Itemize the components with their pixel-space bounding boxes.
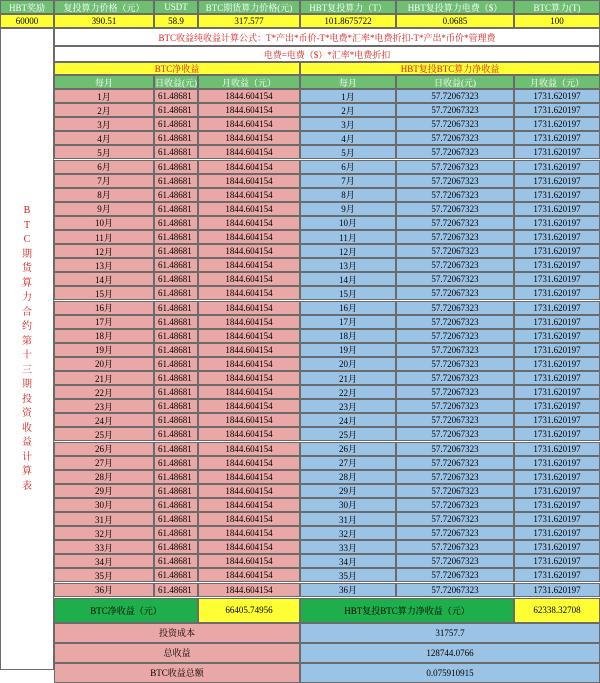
btc-month-cell: 21月 (54, 371, 154, 385)
hbt-month-cell: 19月 (300, 343, 396, 357)
btc-daily-cell: 61.48681 (154, 568, 198, 582)
top-value: 58.9 (154, 14, 198, 28)
btc-month-cell: 30月 (54, 498, 154, 512)
btc-month-cell: 4月 (54, 131, 154, 145)
btc-monthly-cell: 1844.604154 (198, 526, 300, 540)
hbt-month-cell: 32月 (300, 526, 396, 540)
summary-label: 投资成本 (54, 623, 300, 643)
hbt-month-cell: 34月 (300, 554, 396, 568)
hbt-monthly-cell: 1731.620197 (514, 286, 600, 300)
hbt-monthly-cell: 1731.620197 (514, 329, 600, 343)
btc-daily-cell: 61.48681 (154, 357, 198, 371)
side-title-char: 合 (22, 306, 32, 318)
btc-col-monthly: 月收益（元） (198, 75, 300, 89)
side-title-char: 计 (22, 451, 32, 463)
btc-monthly-cell: 1844.604154 (198, 484, 300, 498)
hbt-month-cell: 15月 (300, 286, 396, 300)
btc-month-cell: 6月 (54, 160, 154, 174)
btc-monthly-cell: 1844.604154 (198, 131, 300, 145)
side-title-char: 十 (22, 350, 32, 361)
hbt-monthly-cell: 1731.620197 (514, 343, 600, 357)
hbt-daily-cell: 57.72067323 (396, 540, 514, 554)
hbt-monthly-cell: 1731.620197 (514, 554, 600, 568)
hbt-daily-cell: 57.72067323 (396, 357, 514, 371)
btc-daily-cell: 61.48681 (154, 216, 198, 230)
hbt-month-cell: 35月 (300, 568, 396, 582)
btc-monthly-cell: 1844.604154 (198, 117, 300, 131)
btc-monthly-cell: 1844.604154 (198, 272, 300, 286)
hbt-month-cell: 12月 (300, 244, 396, 258)
side-title-char: 力 (22, 292, 32, 303)
btc-monthly-cell: 1844.604154 (198, 385, 300, 399)
btc-monthly-cell: 1844.604154 (198, 216, 300, 230)
btc-daily-cell: 61.48681 (154, 286, 198, 300)
hbt-monthly-cell: 1731.620197 (514, 357, 600, 371)
hbt-section-title: HBT复投BTC算力净收益 (300, 62, 600, 75)
hbt-month-cell: 14月 (300, 272, 396, 286)
btc-month-cell: 2月 (54, 103, 154, 117)
hbt-month-cell: 20月 (300, 357, 396, 371)
btc-month-cell: 20月 (54, 357, 154, 371)
hbt-monthly-cell: 1731.620197 (514, 484, 600, 498)
btc-month-cell: 11月 (54, 230, 154, 244)
btc-daily-cell: 61.48681 (154, 117, 198, 131)
side-title-char: B (23, 205, 31, 216)
hbt-month-cell: 18月 (300, 329, 396, 343)
btc-month-cell: 15月 (54, 286, 154, 300)
btc-daily-cell: 61.48681 (154, 145, 198, 159)
hbt-daily-cell: 57.72067323 (396, 329, 514, 343)
btc-monthly-cell: 1844.604154 (198, 357, 300, 371)
btc-daily-cell: 61.48681 (154, 230, 198, 244)
btc-monthly-cell: 1844.604154 (198, 583, 300, 597)
hbt-monthly-cell: 1731.620197 (514, 244, 600, 258)
btc-month-cell: 9月 (54, 202, 154, 216)
hbt-monthly-cell: 1731.620197 (514, 427, 600, 441)
btc-monthly-cell: 1844.604154 (198, 442, 300, 456)
btc-daily-cell: 61.48681 (154, 456, 198, 470)
hbt-month-cell: 24月 (300, 413, 396, 427)
hbt-monthly-cell: 1731.620197 (514, 89, 600, 103)
btc-monthly-cell: 1844.604154 (198, 160, 300, 174)
hbt-col-month: 每月 (300, 75, 396, 89)
hbt-month-cell: 16月 (300, 301, 396, 315)
btc-monthly-cell: 1844.604154 (198, 371, 300, 385)
btc-monthly-cell: 1844.604154 (198, 399, 300, 413)
btc-month-cell: 24月 (54, 413, 154, 427)
btc-daily-cell: 61.48681 (154, 131, 198, 145)
side-title-char: 益 (22, 437, 32, 448)
hbt-daily-cell: 57.72067323 (396, 484, 514, 498)
top-header: 复投算力价格（元） (54, 0, 154, 14)
hbt-monthly-cell: 1731.620197 (514, 456, 600, 470)
btc-monthly-cell: 1844.604154 (198, 343, 300, 357)
hbt-month-cell: 21月 (300, 371, 396, 385)
top-header: BTC算力(T) (514, 0, 600, 14)
btc-daily-cell: 61.48681 (154, 399, 198, 413)
hbt-daily-cell: 57.72067323 (396, 145, 514, 159)
hbt-monthly-cell: 1731.620197 (514, 498, 600, 512)
btc-daily-cell: 61.48681 (154, 427, 198, 441)
hbt-daily-cell: 57.72067323 (396, 188, 514, 202)
top-value: 100 (514, 14, 600, 28)
hbt-daily-cell: 57.72067323 (396, 470, 514, 484)
summary-value: 31757.7 (300, 623, 600, 643)
btc-monthly-cell: 1844.604154 (198, 456, 300, 470)
hbt-monthly-cell: 1731.620197 (514, 526, 600, 540)
hbt-month-cell: 9月 (300, 202, 396, 216)
btc-section-title: BTC净收益 (54, 62, 300, 75)
hbt-month-cell: 10月 (300, 216, 396, 230)
btc-daily-cell: 61.48681 (154, 244, 198, 258)
hbt-monthly-cell: 1731.620197 (514, 188, 600, 202)
side-title-char: 资 (22, 408, 32, 419)
btc-month-cell: 25月 (54, 427, 154, 441)
hbt-daily-cell: 57.72067323 (396, 89, 514, 103)
btc-month-cell: 23月 (54, 399, 154, 413)
hbt-month-cell: 27月 (300, 456, 396, 470)
hbt-daily-cell: 57.72067323 (396, 244, 514, 258)
btc-monthly-cell: 1844.604154 (198, 540, 300, 554)
hbt-monthly-cell: 1731.620197 (514, 258, 600, 272)
btc-daily-cell: 61.48681 (154, 371, 198, 385)
hbt-daily-cell: 57.72067323 (396, 371, 514, 385)
hbt-month-cell: 28月 (300, 470, 396, 484)
hbt-month-cell: 23月 (300, 399, 396, 413)
side-title-char: 投 (22, 393, 32, 405)
hbt-daily-cell: 57.72067323 (396, 131, 514, 145)
hbt-monthly-cell: 1731.620197 (514, 512, 600, 526)
hbt-month-cell: 6月 (300, 160, 396, 174)
btc-daily-cell: 61.48681 (154, 329, 198, 343)
btc-monthly-cell: 1844.604154 (198, 413, 300, 427)
hbt-month-cell: 36月 (300, 583, 396, 597)
hbt-monthly-cell: 1731.620197 (514, 103, 600, 117)
btc-daily-cell: 61.48681 (154, 554, 198, 568)
btc-month-cell: 19月 (54, 343, 154, 357)
top-value: 101.8675722 (300, 14, 396, 28)
hbt-daily-cell: 57.72067323 (396, 103, 514, 117)
hbt-monthly-cell: 1731.620197 (514, 470, 600, 484)
hbt-daily-cell: 57.72067323 (396, 160, 514, 174)
hbt-monthly-cell: 1731.620197 (514, 145, 600, 159)
btc-month-cell: 34月 (54, 554, 154, 568)
hbt-col-monthly: 月收益（元） (514, 75, 600, 89)
side-title-char: 算 (22, 466, 32, 477)
btc-monthly-cell: 1844.604154 (198, 258, 300, 272)
hbt-daily-cell: 57.72067323 (396, 512, 514, 526)
hbt-daily-cell: 57.72067323 (396, 230, 514, 244)
hbt-monthly-cell: 1731.620197 (514, 131, 600, 145)
hbt-monthly-cell: 1731.620197 (514, 117, 600, 131)
hbt-total-label: HBT复投BTC算力净收益（元） (300, 598, 514, 623)
hbt-month-cell: 33月 (300, 540, 396, 554)
btc-monthly-cell: 1844.604154 (198, 145, 300, 159)
summary-value: 128744.0766 (300, 643, 600, 663)
btc-monthly-cell: 1844.604154 (198, 301, 300, 315)
hbt-monthly-cell: 1731.620197 (514, 230, 600, 244)
btc-monthly-cell: 1844.604154 (198, 202, 300, 216)
btc-daily-cell: 61.48681 (154, 160, 198, 174)
summary-label: BTC收益总额 (54, 663, 300, 683)
btc-monthly-cell: 1844.604154 (198, 427, 300, 441)
hbt-daily-cell: 57.72067323 (396, 343, 514, 357)
summary-label: 总收益 (54, 643, 300, 663)
btc-monthly-cell: 1844.604154 (198, 554, 300, 568)
hbt-monthly-cell: 1731.620197 (514, 216, 600, 230)
hbt-daily-cell: 57.72067323 (396, 301, 514, 315)
btc-daily-cell: 61.48681 (154, 272, 198, 286)
hbt-monthly-cell: 1731.620197 (514, 540, 600, 554)
btc-total-value: 66405.74956 (198, 598, 300, 623)
hbt-daily-cell: 57.72067323 (396, 413, 514, 427)
hbt-monthly-cell: 1731.620197 (514, 413, 600, 427)
side-title-char: 货 (22, 263, 32, 274)
hbt-daily-cell: 57.72067323 (396, 568, 514, 582)
hbt-daily-cell: 57.72067323 (396, 286, 514, 300)
hbt-monthly-cell: 1731.620197 (514, 315, 600, 329)
hbt-daily-cell: 57.72067323 (396, 258, 514, 272)
btc-month-cell: 10月 (54, 216, 154, 230)
btc-daily-cell: 61.48681 (154, 526, 198, 540)
btc-month-cell: 29月 (54, 484, 154, 498)
btc-daily-cell: 61.48681 (154, 258, 198, 272)
hbt-daily-cell: 57.72067323 (396, 526, 514, 540)
hbt-monthly-cell: 1731.620197 (514, 202, 600, 216)
btc-month-cell: 35月 (54, 568, 154, 582)
hbt-daily-cell: 57.72067323 (396, 117, 514, 131)
hbt-month-cell: 2月 (300, 103, 396, 117)
btc-month-cell: 36月 (54, 583, 154, 597)
side-title-char: T (23, 219, 31, 231)
btc-month-cell: 12月 (54, 244, 154, 258)
hbt-monthly-cell: 1731.620197 (514, 301, 600, 315)
hbt-daily-cell: 57.72067323 (396, 498, 514, 512)
btc-monthly-cell: 1844.604154 (198, 188, 300, 202)
hbt-monthly-cell: 1731.620197 (514, 399, 600, 413)
btc-monthly-cell: 1844.604154 (198, 286, 300, 300)
hbt-month-cell: 17月 (300, 315, 396, 329)
hbt-month-cell: 22月 (300, 385, 396, 399)
hbt-monthly-cell: 1731.620197 (514, 442, 600, 456)
top-header: HBT复投算力电费（$） (396, 0, 514, 14)
btc-monthly-cell: 1844.604154 (198, 244, 300, 258)
side-title-char: 期 (22, 379, 32, 390)
btc-month-cell: 17月 (54, 315, 154, 329)
btc-col-daily: 日收益(元) (154, 75, 198, 89)
hbt-month-cell: 1月 (300, 89, 396, 103)
hbt-monthly-cell: 1731.620197 (514, 272, 600, 286)
hbt-month-cell: 7月 (300, 174, 396, 188)
hbt-monthly-cell: 1731.620197 (514, 568, 600, 582)
hbt-daily-cell: 57.72067323 (396, 442, 514, 456)
btc-daily-cell: 61.48681 (154, 343, 198, 357)
btc-month-cell: 5月 (54, 145, 154, 159)
btc-monthly-cell: 1844.604154 (198, 329, 300, 343)
hbt-daily-cell: 57.72067323 (396, 385, 514, 399)
btc-month-cell: 3月 (54, 117, 154, 131)
btc-daily-cell: 61.48681 (154, 484, 198, 498)
top-value: 390.51 (54, 14, 154, 28)
btc-monthly-cell: 1844.604154 (198, 89, 300, 103)
btc-daily-cell: 61.48681 (154, 385, 198, 399)
btc-month-cell: 1月 (54, 89, 154, 103)
btc-daily-cell: 61.48681 (154, 512, 198, 526)
side-title-char: C (23, 234, 31, 245)
hbt-month-cell: 4月 (300, 131, 396, 145)
hbt-col-daily: 日收益(元) (396, 75, 514, 89)
hbt-monthly-cell: 1731.620197 (514, 174, 600, 188)
side-title-char: 约 (22, 321, 32, 332)
btc-month-cell: 8月 (54, 188, 154, 202)
btc-monthly-cell: 1844.604154 (198, 498, 300, 512)
hbt-daily-cell: 57.72067323 (396, 272, 514, 286)
top-value: 317.577 (198, 14, 300, 28)
btc-daily-cell: 61.48681 (154, 583, 198, 597)
btc-monthly-cell: 1844.604154 (198, 230, 300, 244)
top-header: USDT (154, 0, 198, 14)
side-title-char: 收 (22, 422, 32, 434)
hbt-monthly-cell: 1731.620197 (514, 160, 600, 174)
btc-month-cell: 26月 (54, 442, 154, 456)
btc-daily-cell: 61.48681 (154, 188, 198, 202)
hbt-month-cell: 29月 (300, 484, 396, 498)
btc-monthly-cell: 1844.604154 (198, 512, 300, 526)
btc-daily-cell: 61.48681 (154, 413, 198, 427)
btc-month-cell: 27月 (54, 456, 154, 470)
side-title-char: 算 (22, 277, 32, 289)
hbt-monthly-cell: 1731.620197 (514, 583, 600, 597)
btc-monthly-cell: 1844.604154 (198, 315, 300, 329)
hbt-daily-cell: 57.72067323 (396, 427, 514, 441)
hbt-month-cell: 3月 (300, 117, 396, 131)
hbt-daily-cell: 57.72067323 (396, 583, 514, 597)
btc-month-cell: 32月 (54, 526, 154, 540)
top-value: 0.0685 (396, 14, 514, 28)
hbt-monthly-cell: 1731.620197 (514, 371, 600, 385)
btc-month-cell: 28月 (54, 470, 154, 484)
btc-monthly-cell: 1844.604154 (198, 470, 300, 484)
btc-month-cell: 7月 (54, 174, 154, 188)
hbt-month-cell: 25月 (300, 427, 396, 441)
side-title-char: 期 (22, 248, 32, 260)
top-value: 60000 (0, 14, 54, 28)
hbt-daily-cell: 57.72067323 (396, 174, 514, 188)
btc-monthly-cell: 1844.604154 (198, 568, 300, 582)
btc-month-cell: 22月 (54, 385, 154, 399)
btc-month-cell: 33月 (54, 540, 154, 554)
btc-daily-cell: 61.48681 (154, 174, 198, 188)
btc-daily-cell: 61.48681 (154, 498, 198, 512)
hbt-monthly-cell: 1731.620197 (514, 385, 600, 399)
top-header: BTC期货算力价格(元) (198, 0, 300, 14)
hbt-daily-cell: 57.72067323 (396, 554, 514, 568)
side-title-char: 三 (22, 364, 32, 376)
top-header: HBT复投算力（T） (300, 0, 396, 14)
side-title-char: 表 (22, 480, 32, 492)
hbt-month-cell: 5月 (300, 145, 396, 159)
formula-line-2: 电费=电费（$）*汇率*电费折扣 (54, 46, 600, 62)
btc-daily-cell: 61.48681 (154, 470, 198, 484)
side-title (0, 28, 54, 670)
btc-monthly-cell: 1844.604154 (198, 174, 300, 188)
hbt-daily-cell: 57.72067323 (396, 216, 514, 230)
hbt-daily-cell: 57.72067323 (396, 202, 514, 216)
hbt-month-cell: 30月 (300, 498, 396, 512)
hbt-month-cell: 31月 (300, 512, 396, 526)
btc-daily-cell: 61.48681 (154, 301, 198, 315)
top-header: HBT奖励 (0, 0, 54, 14)
btc-month-cell: 16月 (54, 301, 154, 315)
btc-daily-cell: 61.48681 (154, 103, 198, 117)
btc-daily-cell: 61.48681 (154, 442, 198, 456)
btc-monthly-cell: 1844.604154 (198, 103, 300, 117)
btc-month-cell: 18月 (54, 329, 154, 343)
hbt-daily-cell: 57.72067323 (396, 399, 514, 413)
hbt-month-cell: 13月 (300, 258, 396, 272)
side-title-char: 第 (22, 335, 32, 347)
btc-daily-cell: 61.48681 (154, 89, 198, 103)
btc-month-cell: 31月 (54, 512, 154, 526)
summary-value: 0.075910915 (300, 663, 600, 683)
btc-total-label: BTC净收益（元） (54, 598, 198, 623)
btc-daily-cell: 61.48681 (154, 540, 198, 554)
hbt-month-cell: 11月 (300, 230, 396, 244)
hbt-daily-cell: 57.72067323 (396, 456, 514, 470)
hbt-month-cell: 26月 (300, 442, 396, 456)
btc-month-cell: 14月 (54, 272, 154, 286)
formula-line-1: BTC收益纯收益计算公式：T*产出*币价-T*电费*汇率*电费折扣-T*产出*币价*管理费 (54, 28, 600, 46)
btc-month-cell: 13月 (54, 258, 154, 272)
hbt-daily-cell: 57.72067323 (396, 315, 514, 329)
btc-col-month: 每月 (54, 75, 154, 89)
hbt-total-value: 62338.32708 (514, 598, 600, 623)
btc-daily-cell: 61.48681 (154, 202, 198, 216)
btc-daily-cell: 61.48681 (154, 315, 198, 329)
hbt-month-cell: 8月 (300, 188, 396, 202)
